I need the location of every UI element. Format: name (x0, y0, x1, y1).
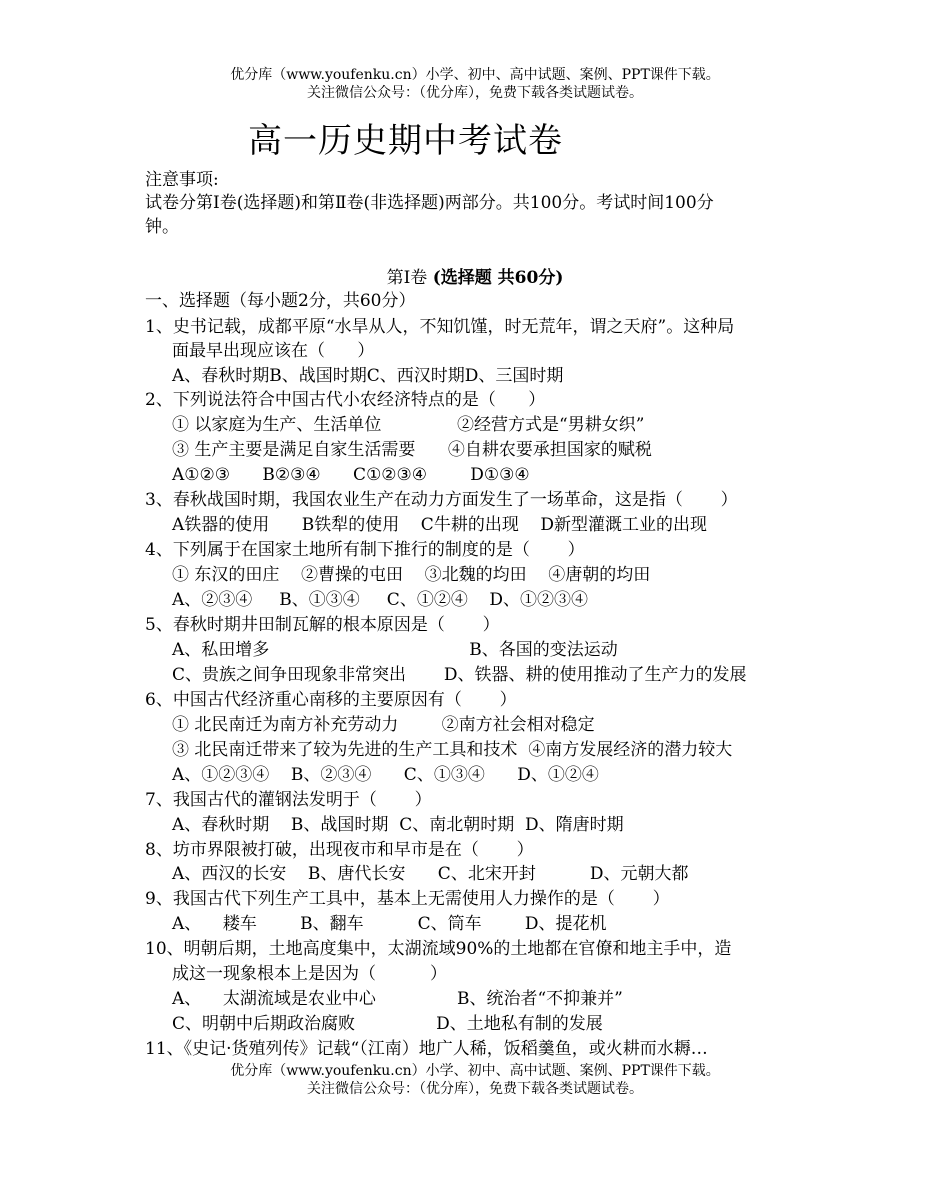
question-10: 10、明朝后期，土地高度集中，太湖流域90%的土地都在官僚和地主手中，造 (145, 939, 732, 959)
question-8-options: A、西汉的长安 B、唐代长安 C、北宋开封 D、元朝大都 (172, 864, 689, 884)
question-3-options: A铁器的使用 B铁犁的使用 C牛耕的出现 D新型灌溉工业的出现 (172, 515, 708, 535)
footer-line-1: 优分库（www.youfenku.cn）小学、初中、高中试题、案例、PPT课件下载。 (230, 1063, 720, 1079)
question-6: 6、中国古代经济重心南移的主要原因有（ ） (145, 690, 517, 710)
question-9: 9、我国古代下列生产工具中，基本上无需使用人力操作的是（ ） (145, 889, 670, 909)
question-4-options: A、②③④ B、①③④ C、①②④ D、①②③④ (172, 590, 589, 610)
question-1: 1、史书记载，成都平原“水旱从人，不知饥馑，时无荒年，谓之天府”。这种局 (145, 317, 735, 337)
question-5-options-1: A、私田增多 B、各国的变法运动 (172, 640, 618, 660)
question-5-options-2: C、贵族之间争田现象非常突出 D、铁器、耕的使用推动了生产力的发展 (172, 665, 747, 685)
question-10-options-2: C、明朝中后期政治腐败 D、土地私有制的发展 (172, 1014, 603, 1034)
question-11: 11、《史记·货殖列传》记载“（江南）地广人稀，饭稻羹鱼，或火耕而水耨… (145, 1039, 708, 1059)
question-10-options-1: A、 太湖流域是农业中心 B、统治者“不抑兼并” (172, 989, 623, 1009)
question-5: 5、春秋时期井田制瓦解的根本原因是（ ） (145, 615, 500, 635)
question-2-item-1: ① 以家庭为生产、生活单位 ②经营方式是“男耕女织” (172, 415, 645, 435)
question-8: 8、坊市界限被打破，出现夜市和早市是在（ ） (145, 840, 534, 860)
question-1-cont: 面最早出现应该在（ ） (172, 341, 375, 361)
question-4-items: ① 东汉的田庄 ②曹操的屯田 ③北魏的均田 ④唐朝的均田 (172, 565, 651, 585)
question-10-cont: 成这一现象根本上是因为（ ） (172, 964, 448, 984)
question-2-options: A①②③ B②③④ C①②③④ D①③④ (172, 465, 530, 485)
question-6-options: A、①②③④ B、②③④ C、①③④ D、①②④ (172, 765, 599, 785)
part-heading: 一、选择题（每小题2分，共60分） (145, 291, 416, 311)
footer-line-2: 关注微信公众号：（优分库），免费下载各类试题试卷。 (307, 1081, 643, 1097)
question-2: 2、下列说法符合中国古代小农经济特点的是（ ） (145, 390, 546, 410)
header-line-2: 关注微信公众号：（优分库），免费下载各类试题试卷。 (307, 85, 643, 101)
question-2-item-2: ③ 生产主要是满足自家生活需要 ④自耕农要承担国家的赋税 (172, 440, 652, 460)
question-3: 3、春秋战国时期，我国农业生产在动力方面发生了一场革命，这是指（ ） (145, 490, 738, 510)
question-9-options: A、 耧车 B、翻车 C、筒车 D、提花机 (172, 914, 607, 934)
question-4: 4、下列属于在国家土地所有制下推行的制度的是（ ） (145, 540, 585, 560)
question-7-options: A、春秋时期 B、战国时期 C、南北朝时期 D、隋唐时期 (172, 815, 624, 835)
notice-heading: 注意事项: (145, 170, 219, 190)
question-1-options: A、春秋时期B、战国时期C、西汉时期D、三国时期 (172, 366, 564, 386)
header-line-1: 优分库（www.youfenku.cn）小学、初中、高中试题、案例、PPT课件下载。 (230, 67, 720, 83)
question-6-item-1: ① 北民南迁为南方补充劳动力 ②南方社会相对稳定 (172, 715, 595, 735)
question-7: 7、我国古代的灌钢法发明于（ ） (145, 790, 432, 810)
section-title: 第Ⅰ卷 (选择题 共60分) (386, 268, 564, 288)
notice-text-1: 试卷分第Ⅰ卷(选择题)和第Ⅱ卷(非选择题)两部分。共100分。考试时间100分 (145, 193, 714, 213)
notice-text-2: 钟。 (145, 217, 179, 237)
page-title: 高一历史期中考试卷 (248, 121, 563, 161)
question-6-item-2: ③ 北民南迁带来了较为先进的生产工具和技术 ④南方发展经济的潜力较大 (172, 740, 733, 760)
